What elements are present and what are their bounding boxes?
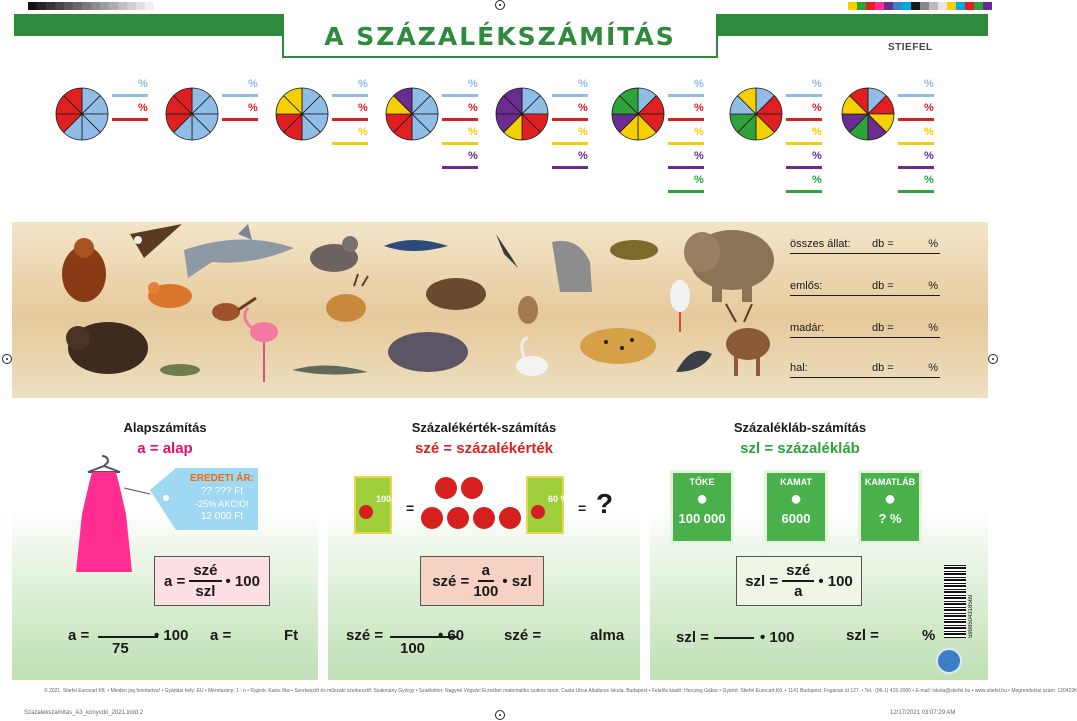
apple-icon bbox=[461, 477, 483, 499]
count-db: db = bbox=[872, 362, 894, 374]
orangutan-icon bbox=[62, 238, 106, 302]
juice-box-icon bbox=[526, 476, 564, 534]
percent-label: % bbox=[578, 78, 588, 90]
percent-label: % bbox=[694, 150, 704, 162]
panel-szazalekertek bbox=[328, 400, 640, 680]
shark-icon bbox=[184, 224, 294, 278]
fraction-pie-chart bbox=[840, 86, 896, 142]
count-label: madár: bbox=[790, 322, 825, 334]
answer-line[interactable] bbox=[332, 142, 368, 145]
answer-line[interactable] bbox=[112, 118, 148, 121]
formula-numerator: szé bbox=[189, 562, 221, 582]
formula-fraction bbox=[189, 562, 221, 600]
fraction-pie-chart bbox=[274, 86, 330, 142]
boar-icon bbox=[426, 278, 486, 310]
apple-icon bbox=[435, 477, 457, 499]
percent-label: % bbox=[812, 126, 822, 138]
answer-line[interactable] bbox=[668, 94, 704, 97]
answer-line[interactable] bbox=[112, 94, 148, 97]
percent-label: % bbox=[694, 174, 704, 186]
raccoon-icon bbox=[310, 236, 358, 272]
barcode-number: 5998504318569 bbox=[968, 594, 974, 638]
piggy-bank-icon: ● bbox=[789, 488, 803, 510]
percent-label: % bbox=[248, 78, 258, 90]
rabbit-icon bbox=[518, 296, 538, 324]
answer-line[interactable] bbox=[786, 142, 822, 145]
percent-label: % bbox=[578, 126, 588, 138]
registration-mark-top bbox=[495, 0, 505, 10]
percent-label: % bbox=[468, 126, 478, 138]
answer-line[interactable] bbox=[442, 142, 478, 145]
answer-line[interactable] bbox=[668, 142, 704, 145]
formula-box-szazalekalab bbox=[736, 556, 862, 606]
percent-label: % bbox=[924, 102, 934, 114]
juice-box-small bbox=[524, 466, 572, 542]
count-label: összes állat: bbox=[790, 238, 851, 250]
percent-label: % bbox=[812, 102, 822, 114]
box1-percent: 100 % bbox=[376, 494, 402, 504]
fraction-pie-chart bbox=[728, 86, 784, 142]
exercise2-lhs: szl = bbox=[846, 627, 879, 644]
percent-label: % bbox=[812, 174, 822, 186]
exercise2-unit: % bbox=[922, 627, 936, 644]
apple-box-illustration bbox=[352, 466, 532, 542]
tag-discount: -25% AKCIÓ! bbox=[195, 499, 249, 509]
registration-mark-right bbox=[988, 354, 998, 364]
panel-subtitle: szé = százalékérték bbox=[414, 440, 554, 457]
answer-line[interactable] bbox=[222, 94, 258, 97]
answer-line[interactable] bbox=[552, 142, 588, 145]
panel-alapszamitas bbox=[12, 400, 318, 680]
question-mark: ? bbox=[596, 488, 614, 519]
card-label: KAMAT bbox=[780, 477, 812, 487]
barcode bbox=[944, 564, 966, 638]
eagle-icon bbox=[130, 224, 182, 258]
equals-sign: = bbox=[406, 500, 415, 516]
exercise-denominator: 100 bbox=[400, 640, 426, 657]
formula-denominator: a bbox=[794, 583, 803, 600]
answer-line[interactable] bbox=[552, 166, 588, 169]
fraction-pie-chart bbox=[610, 86, 666, 142]
percent-label: % bbox=[924, 150, 934, 162]
card-value: ? % bbox=[878, 511, 902, 526]
stork-icon bbox=[670, 280, 690, 332]
hippo-icon bbox=[388, 332, 468, 372]
file-name: Szazalekszamitas_A3_konyvdo_2021.indd 2 bbox=[24, 710, 144, 716]
money-card bbox=[764, 470, 828, 544]
print-date: 12/17/2021 03:07:29 AM bbox=[890, 710, 956, 716]
answer-line[interactable] bbox=[786, 190, 822, 193]
animal-illustrations bbox=[12, 222, 772, 398]
fraction-pie-chart bbox=[494, 86, 550, 142]
answer-line[interactable] bbox=[786, 166, 822, 169]
percent-label: % bbox=[812, 78, 822, 90]
answer-line[interactable] bbox=[552, 118, 588, 121]
apple-icon bbox=[447, 507, 469, 529]
percent-label: % bbox=[694, 102, 704, 114]
formula-denominator: 100 bbox=[473, 583, 499, 600]
count-percent: % bbox=[928, 280, 938, 292]
formula-fraction bbox=[782, 562, 814, 600]
panel-szazalekalab bbox=[650, 400, 988, 680]
pie-section bbox=[0, 70, 1000, 220]
juice-box-icon bbox=[354, 476, 392, 534]
card-label: TŐKE bbox=[689, 477, 715, 487]
apple-icon bbox=[473, 507, 495, 529]
jaguar-icon bbox=[580, 328, 656, 364]
count-db: db = bbox=[872, 238, 894, 250]
fox-icon bbox=[148, 282, 192, 308]
answer-line[interactable] bbox=[898, 118, 934, 121]
formula-rhs: • szl bbox=[502, 572, 532, 590]
carp-icon bbox=[610, 240, 658, 260]
deer-icon bbox=[326, 274, 368, 322]
box2-percent: 60 % bbox=[548, 494, 569, 504]
exercise2-lhs: a = bbox=[210, 627, 232, 644]
percent-label: % bbox=[924, 126, 934, 138]
percent-label: % bbox=[812, 150, 822, 162]
answer-line[interactable] bbox=[332, 118, 368, 121]
dress-icon bbox=[76, 472, 132, 572]
count-db: db = bbox=[872, 280, 894, 292]
equals-sign: = bbox=[578, 500, 587, 516]
count-percent: % bbox=[928, 322, 938, 334]
formula-rhs: • 100 bbox=[818, 572, 853, 590]
answer-line[interactable] bbox=[668, 118, 704, 121]
percent-label: % bbox=[578, 102, 588, 114]
bear-icon bbox=[66, 322, 148, 374]
formula-numerator: a bbox=[478, 562, 494, 582]
registration-mark-left bbox=[2, 354, 12, 364]
exercise-denominator: 75 bbox=[112, 640, 129, 657]
exercise-lhs: a = bbox=[68, 627, 90, 644]
fraction-pie-chart bbox=[164, 86, 220, 142]
exercise-rhs: • 100 bbox=[154, 627, 189, 644]
formula-box-szazalekertek bbox=[420, 556, 544, 606]
formula-rhs: • 100 bbox=[225, 572, 260, 590]
count-row[interactable] bbox=[790, 238, 940, 254]
registration-mark-bottom bbox=[495, 710, 505, 720]
formula-lhs: szl = bbox=[745, 572, 779, 590]
percent-label: % bbox=[924, 78, 934, 90]
publisher-seal-icon bbox=[936, 648, 962, 674]
swan-icon bbox=[516, 338, 548, 376]
percent-label: % bbox=[138, 78, 148, 90]
footer-copyright: © 2021. Stiefel Eurocart Kft. • Minden jog fenntartva! • Gyártási hely: EU • Méretarány: 1 : n • Rajzok: Kaiss Ilka • Szerkesztő és műszaki szerkesztő: Szakmány György • Szaklektor: Nagyné Végvári Erzsébet matematika szakos tanár, Csata Utcai Általános Iskola, Budapest • Felelős kiadó: Herczeg Gábor • Gyártó: Stiefel Eurocart Kft. • 1141 Budapest, Fogarasi út 127. • Tel.: (06-1) 415-2060 • E-mail: iskola@stiefel.hu • www.stiefel.hu • Megrendelési szám: 120422K bbox=[44, 688, 1077, 694]
title-banner-left bbox=[14, 14, 282, 36]
grayscale-strip bbox=[28, 2, 154, 10]
exercise-lhs: szé = bbox=[346, 627, 384, 644]
money-card bbox=[858, 470, 922, 544]
panel-title: Alapszámítás bbox=[123, 420, 207, 435]
fraction-pie-chart bbox=[384, 86, 440, 142]
elephant-icon bbox=[684, 230, 774, 302]
hanger-icon bbox=[88, 456, 120, 472]
percent-label: % bbox=[358, 78, 368, 90]
exercise-rhs: • 60 bbox=[438, 627, 465, 644]
answer-line[interactable] bbox=[898, 190, 934, 193]
answer-line[interactable] bbox=[442, 94, 478, 97]
swallow-icon bbox=[496, 234, 518, 268]
count-percent: % bbox=[928, 238, 938, 250]
formula-lhs: szé = bbox=[432, 572, 470, 590]
piggy-bank-icon: ● bbox=[695, 488, 709, 510]
percent-label: % bbox=[358, 102, 368, 114]
answer-line[interactable] bbox=[222, 118, 258, 121]
card-label: KAMATLÁB bbox=[864, 477, 916, 487]
exercise2-unit: Ft bbox=[284, 627, 299, 644]
count-label: emlős: bbox=[790, 280, 823, 292]
exercise-lhs: szl = bbox=[676, 629, 709, 646]
panel-subtitle: a = alap bbox=[137, 440, 193, 457]
pheasant-icon bbox=[212, 298, 256, 321]
answer-line[interactable] bbox=[786, 118, 822, 121]
answer-line[interactable] bbox=[552, 94, 588, 97]
card-value: 100 000 bbox=[678, 511, 726, 526]
count-row[interactable] bbox=[790, 280, 940, 296]
exercise2-lhs: szé = bbox=[504, 627, 542, 644]
count-db: db = bbox=[872, 322, 894, 334]
percent-label: % bbox=[138, 102, 148, 114]
formula-numerator: szé bbox=[782, 562, 814, 582]
count-label: hal: bbox=[790, 362, 808, 374]
title-banner-right bbox=[718, 14, 988, 36]
fraction-pie-chart bbox=[54, 86, 110, 142]
tuna-icon bbox=[384, 240, 448, 251]
percent-label: % bbox=[578, 150, 588, 162]
percent-label: % bbox=[468, 78, 478, 90]
percent-label: % bbox=[358, 126, 368, 138]
percent-label: % bbox=[694, 126, 704, 138]
wolf-icon bbox=[552, 241, 592, 292]
answer-line[interactable] bbox=[668, 166, 704, 169]
formula-lhs: a = bbox=[164, 572, 186, 590]
exercise-rhs: • 100 bbox=[760, 629, 795, 646]
tag-original-price: ?? ??? Ft bbox=[200, 486, 244, 497]
panel-subtitle: szl = százalékláb bbox=[740, 440, 860, 457]
answer-line[interactable] bbox=[332, 94, 368, 97]
flamingo-icon bbox=[245, 308, 278, 382]
panel-title: Százalékláb-számítás bbox=[733, 420, 867, 435]
count-row[interactable] bbox=[790, 322, 940, 338]
elk-icon bbox=[726, 304, 770, 376]
percent-label: % bbox=[924, 174, 934, 186]
card-value: 6000 bbox=[781, 511, 811, 526]
exercise2-unit: alma bbox=[590, 627, 625, 644]
fraction-line bbox=[98, 636, 158, 638]
money-card bbox=[670, 470, 734, 544]
answer-line[interactable] bbox=[442, 118, 478, 121]
answer-line[interactable] bbox=[668, 190, 704, 193]
answer-line[interactable] bbox=[898, 166, 934, 169]
tag-sale-price: 12 000 Ft bbox=[200, 511, 244, 522]
answer-line[interactable] bbox=[898, 94, 934, 97]
answer-line[interactable] bbox=[786, 94, 822, 97]
formula-denominator: szl bbox=[195, 583, 216, 600]
apple-icon bbox=[499, 507, 521, 529]
percent-label: % bbox=[694, 78, 704, 90]
percent-label: % bbox=[248, 102, 258, 114]
tag-original-label: EREDETI ÁR: bbox=[190, 473, 254, 484]
catfish-icon bbox=[676, 351, 712, 372]
sturgeon-icon bbox=[292, 365, 368, 374]
percent-label: % bbox=[468, 150, 478, 162]
answer-line[interactable] bbox=[898, 142, 934, 145]
apple-icon bbox=[421, 507, 443, 529]
panel-title: Százalékérték-számítás bbox=[411, 420, 557, 435]
page-title: A SZÁZALÉKSZÁMÍTÁS bbox=[324, 22, 676, 51]
brand-logo: STIEFEL bbox=[888, 42, 933, 53]
count-row[interactable] bbox=[790, 362, 940, 378]
count-percent: % bbox=[928, 362, 938, 374]
formula-box-alap bbox=[154, 556, 270, 606]
piggy-bank-icon: ● bbox=[883, 488, 897, 510]
formula-fraction bbox=[473, 562, 498, 600]
color-strip bbox=[848, 2, 992, 10]
fraction-line bbox=[714, 637, 754, 639]
answer-line[interactable] bbox=[442, 166, 478, 169]
percent-label: % bbox=[468, 102, 478, 114]
perch-icon bbox=[160, 364, 200, 376]
